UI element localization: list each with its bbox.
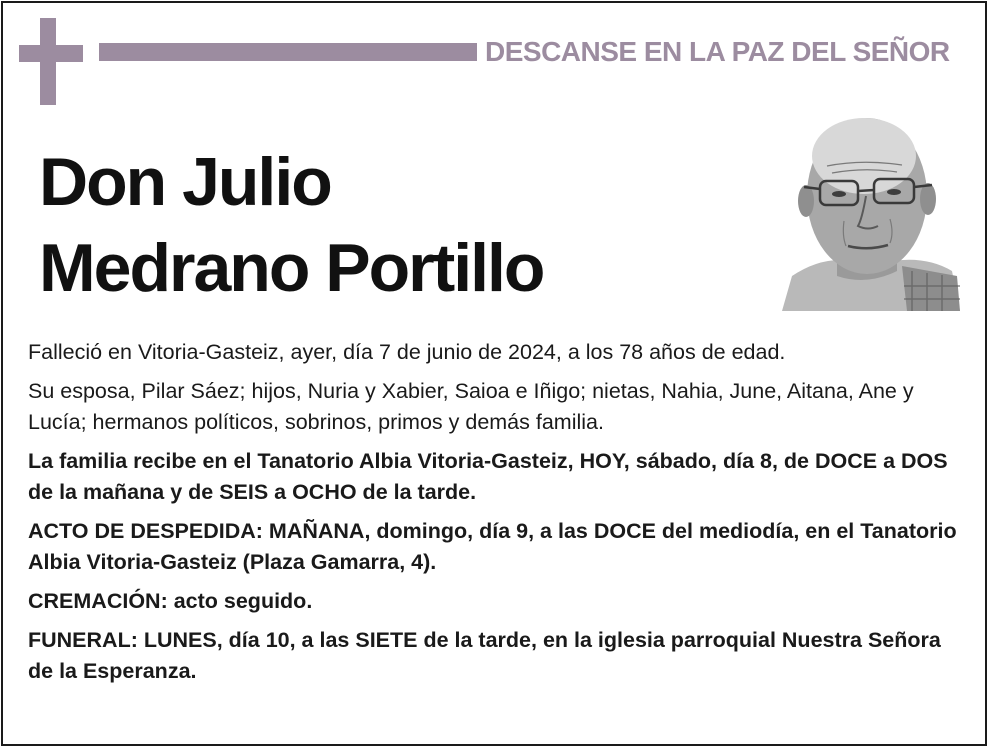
deceased-name <box>39 139 543 311</box>
cremation-info: CREMACIÓN: acto seguido. <box>28 589 313 613</box>
visitation-info: La familia recibe en el Tanatorio Albia Vitoria-Gasteiz, HOY, sábado, día 8, de DOCE a DOS de la mañana y de SEIS a OCHO de la tarde. <box>28 449 948 504</box>
farewell-info: ACTO DE DESPEDIDA: MAÑANA, domingo, día 9, a las DOCE del mediodía, en el Tanatorio Albia Vitoria-Gasteiz (Plaza Gamarra, 4). <box>28 519 957 574</box>
obituary-body <box>28 337 958 695</box>
family-list: Su esposa, Pilar Sáez; hijos, Nuria y Xabier, Saioa e Iñigo; nietas, Nahia, June, Aitana, Ane y Lucía; hermanos políticos, sobrinos, primos y demás familia. <box>28 379 914 434</box>
death-notice: Falleció en Vitoria-Gasteiz, ayer, día 7 de junio de 2024, a los 78 años de edad. <box>28 340 786 364</box>
funeral-info: FUNERAL: LUNES, día 10, a las SIETE de la tarde, en la iglesia parroquial Nuestra Señora de la Esperanza. <box>28 628 941 683</box>
obituary-card <box>1 1 987 746</box>
name-line-2: Medrano Portillo <box>39 230 544 306</box>
cross-icon-horizontal <box>19 45 83 62</box>
name-line-1: Don Julio <box>39 144 331 220</box>
portrait-photo <box>782 101 960 311</box>
header-rule <box>99 43 477 61</box>
header-title: DESCANSE EN LA PAZ DEL SEÑOR <box>485 36 950 67</box>
